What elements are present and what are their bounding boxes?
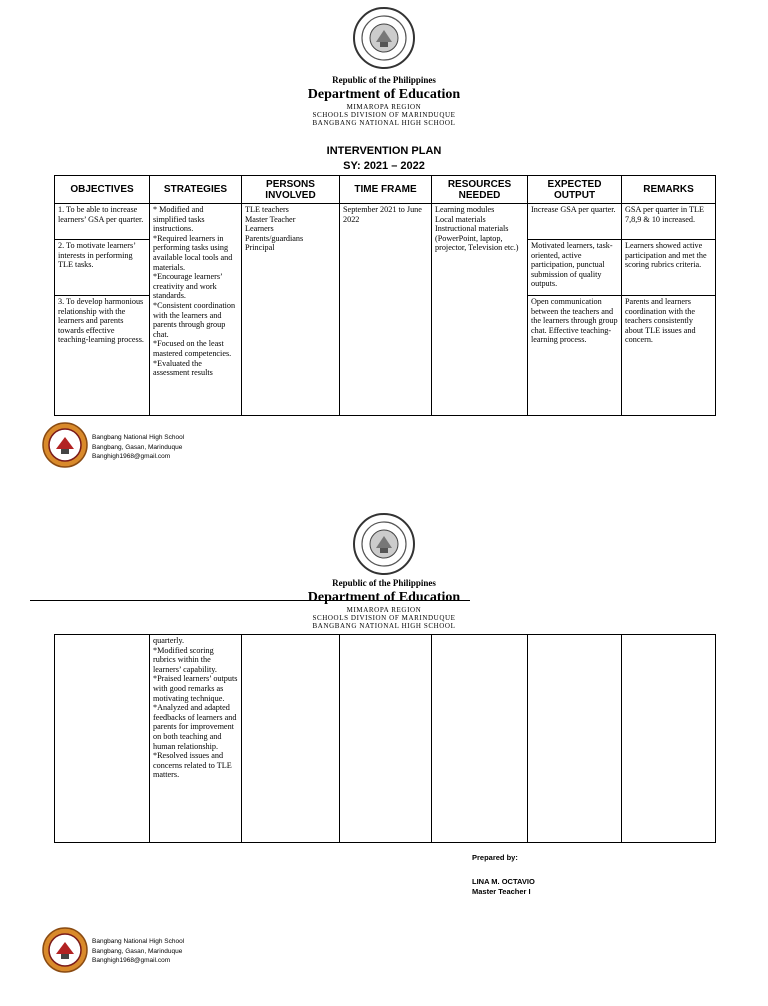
remarks-cell: Learners showed active participation and met the scoring rubrics criteria. — [622, 240, 716, 296]
objective-cell — [55, 635, 150, 843]
remarks-cell: GSA per quarter in TLE 7,8,9 & 10 increased. — [622, 204, 716, 240]
school-logo-icon — [42, 422, 88, 468]
remarks-cell — [622, 635, 716, 843]
school-text: BANGBANG NATIONAL HIGH SCHOOL — [312, 622, 456, 630]
footer-school-name: Bangbang National High School — [92, 434, 185, 441]
footer-email: Banghigh1968@gmail.com — [92, 453, 171, 460]
division-text: SCHOOLS DIVISION OF MARINDUQUE — [312, 614, 456, 622]
deped-seal-icon — [352, 512, 416, 576]
persons-cell — [242, 635, 340, 843]
republic-text: Republic of the Philippines — [332, 578, 436, 588]
header-strategies: STRATEGIES — [150, 176, 242, 204]
prepared-by-label: Prepared by: — [472, 853, 518, 862]
objective-cell: 1. To be able to increase learners’ GSA per quarter. — [55, 204, 150, 240]
footer-location: Bangbang, Gasan, Marinduque — [92, 443, 183, 451]
time-frame-cell: September 2021 to June 2022 — [340, 204, 432, 416]
footer-address — [92, 433, 184, 462]
footer-email: Banghigh1968@gmail.com — [92, 957, 171, 964]
header-persons: PERSONS INVOLVED — [242, 176, 340, 204]
header-resources: RESOURCES NEEDED — [432, 176, 528, 204]
objective-cell: 3. To develop harmonious relationship with the learners and parents towards effective teaching-learning process. — [55, 296, 150, 416]
header-objectives: OBJECTIVES — [55, 176, 150, 204]
table-header-row — [55, 176, 716, 204]
header-remarks: REMARKS — [622, 176, 716, 204]
deped-seal-icon — [352, 6, 416, 70]
resources-cell — [432, 635, 528, 843]
region-text: MIMAROPA REGION — [346, 606, 422, 614]
intervention-table — [54, 175, 716, 416]
footer-school-name: Bangbang National High School — [92, 938, 185, 945]
output-cell: Open communication between the teachers and the learners through group chat. Effective teaching-learning process. — [528, 296, 622, 416]
strategies-cell: * Modified and simplified tasks instructions. *Required learners in performing tasks using available local tools and materials. *Encourage learners’ creativity and work standards. *Consistent coordination with the learners and parents through group chat. *Focused on the least mastered competencies. *Evaluated the assessment results — [150, 204, 242, 416]
republic-text: Republic of the Philippines — [332, 75, 436, 85]
objective-cell: 2. To motivate learners’ interests in performing TLE tasks. — [55, 240, 150, 296]
header-expected-output: EXPECTED OUTPUT — [528, 176, 622, 204]
plan-title: INTERVENTION PLAN — [326, 145, 442, 157]
footer-address — [92, 937, 184, 966]
division-text: SCHOOLS DIVISION OF MARINDUQUE — [312, 111, 456, 119]
footer-location: Bangbang, Gasan, Marinduque — [92, 947, 183, 955]
table-row — [55, 204, 716, 240]
school-year: SY: 2021 – 2022 — [343, 160, 425, 172]
preparer-name: LINA M. OCTAVIO — [472, 877, 535, 886]
table-row — [55, 635, 716, 843]
output-cell — [528, 635, 622, 843]
region-text: MIMAROPA REGION — [346, 103, 422, 111]
remarks-cell: Parents and learners coordination with the teachers consistently about TLE issues and concern. — [622, 296, 716, 416]
persons-cell: TLE teachers Master Teacher Learners Parents/guardians Principal — [242, 204, 340, 416]
intervention-table-continued — [54, 634, 716, 843]
resources-cell: Learning modules Local materials Instructional materials (PowerPoint, laptop, projector, Television etc.) — [432, 204, 528, 416]
header-time-frame: TIME FRAME — [340, 176, 432, 204]
divider-line — [30, 600, 470, 601]
output-cell: Motivated learners, task-oriented, active participation, punctual submission of quality outputs. — [528, 240, 622, 296]
school-logo-icon — [42, 927, 88, 973]
time-frame-cell — [340, 635, 432, 843]
preparer-position: Master Teacher I — [472, 887, 531, 896]
school-text: BANGBANG NATIONAL HIGH SCHOOL — [312, 119, 456, 127]
department-title: Department of Education — [307, 590, 461, 605]
department-title: Department of Education — [307, 87, 461, 102]
strategies-cell: quarterly. *Modified scoring rubrics within the learners’ capability. *Praised learners’ outputs with good remarks as motivating technique. *Analyzed and adapted feedbacks of learners and parents for improvement on both teaching and human relationship. *Resolved issues and concerns related to TLE matters. — [150, 635, 242, 843]
output-cell: Increase GSA per quarter. — [528, 204, 622, 240]
